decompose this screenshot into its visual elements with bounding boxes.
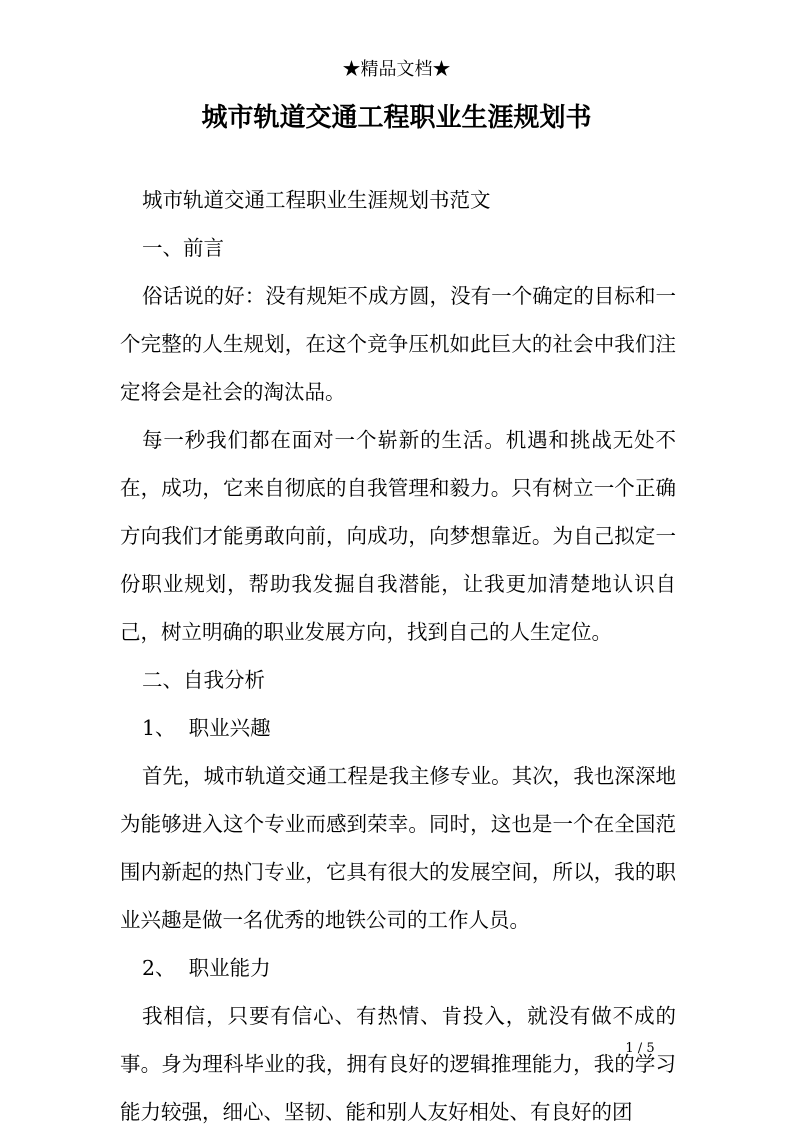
subheading-career-ability: 2、 职业能力 — [142, 956, 271, 980]
header-mark: ★精品文档★ — [342, 59, 451, 80]
page-number: 1 / 5 — [625, 1041, 655, 1056]
paragraph: 俗话说的好：没有规矩不成方圆，没有一个确定的目标和一个完整的人生规划，在这个竞争压机如此巨大的社会中我们注定将会是社会的淘汰品。 — [120, 284, 676, 404]
paragraph-subtitle: 城市轨道交通工程职业生涯规划书范文 — [142, 188, 491, 212]
document-title: 城市轨道交通工程职业生涯规划书 — [201, 103, 592, 133]
heading-self-analysis: 二、自我分析 — [142, 668, 265, 692]
paragraph: 首先，城市轨道交通工程是我主修专业。其次，我也深深地为能够进入这个专业而感到荣幸。同时，这也是一个在全国范围内新起的热门专业，它具有很大的发展空间，所以，我的职业兴趣是做一名优秀的地铁公司的工作人员。 — [120, 764, 676, 932]
document-body — [120, 176, 676, 1136]
subheading-career-interest: 1、 职业兴趣 — [142, 716, 271, 740]
paragraph: 每一秒我们都在面对一个崭新的生活。机遇和挑战无处不在，成功，它来自彻底的自我管理和毅力。只有树立一个正确方向我们才能勇敢向前，向成功，向梦想靠近。为自己拟定一份职业规划，帮助我发掘自我潜能，让我更加清楚地认识自己，树立明确的职业发展方向，找到自己的人生定位。 — [120, 428, 676, 644]
heading-preface: 一、前言 — [142, 236, 224, 260]
paragraph: 我相信，只要有信心、有热情、肯投入，就没有做不成的事。身为理科毕业的我，拥有良好的逻辑推理能力，我的学习能力较强，细心、坚韧、能和别人友好相处、有良好的团 — [120, 1004, 676, 1124]
